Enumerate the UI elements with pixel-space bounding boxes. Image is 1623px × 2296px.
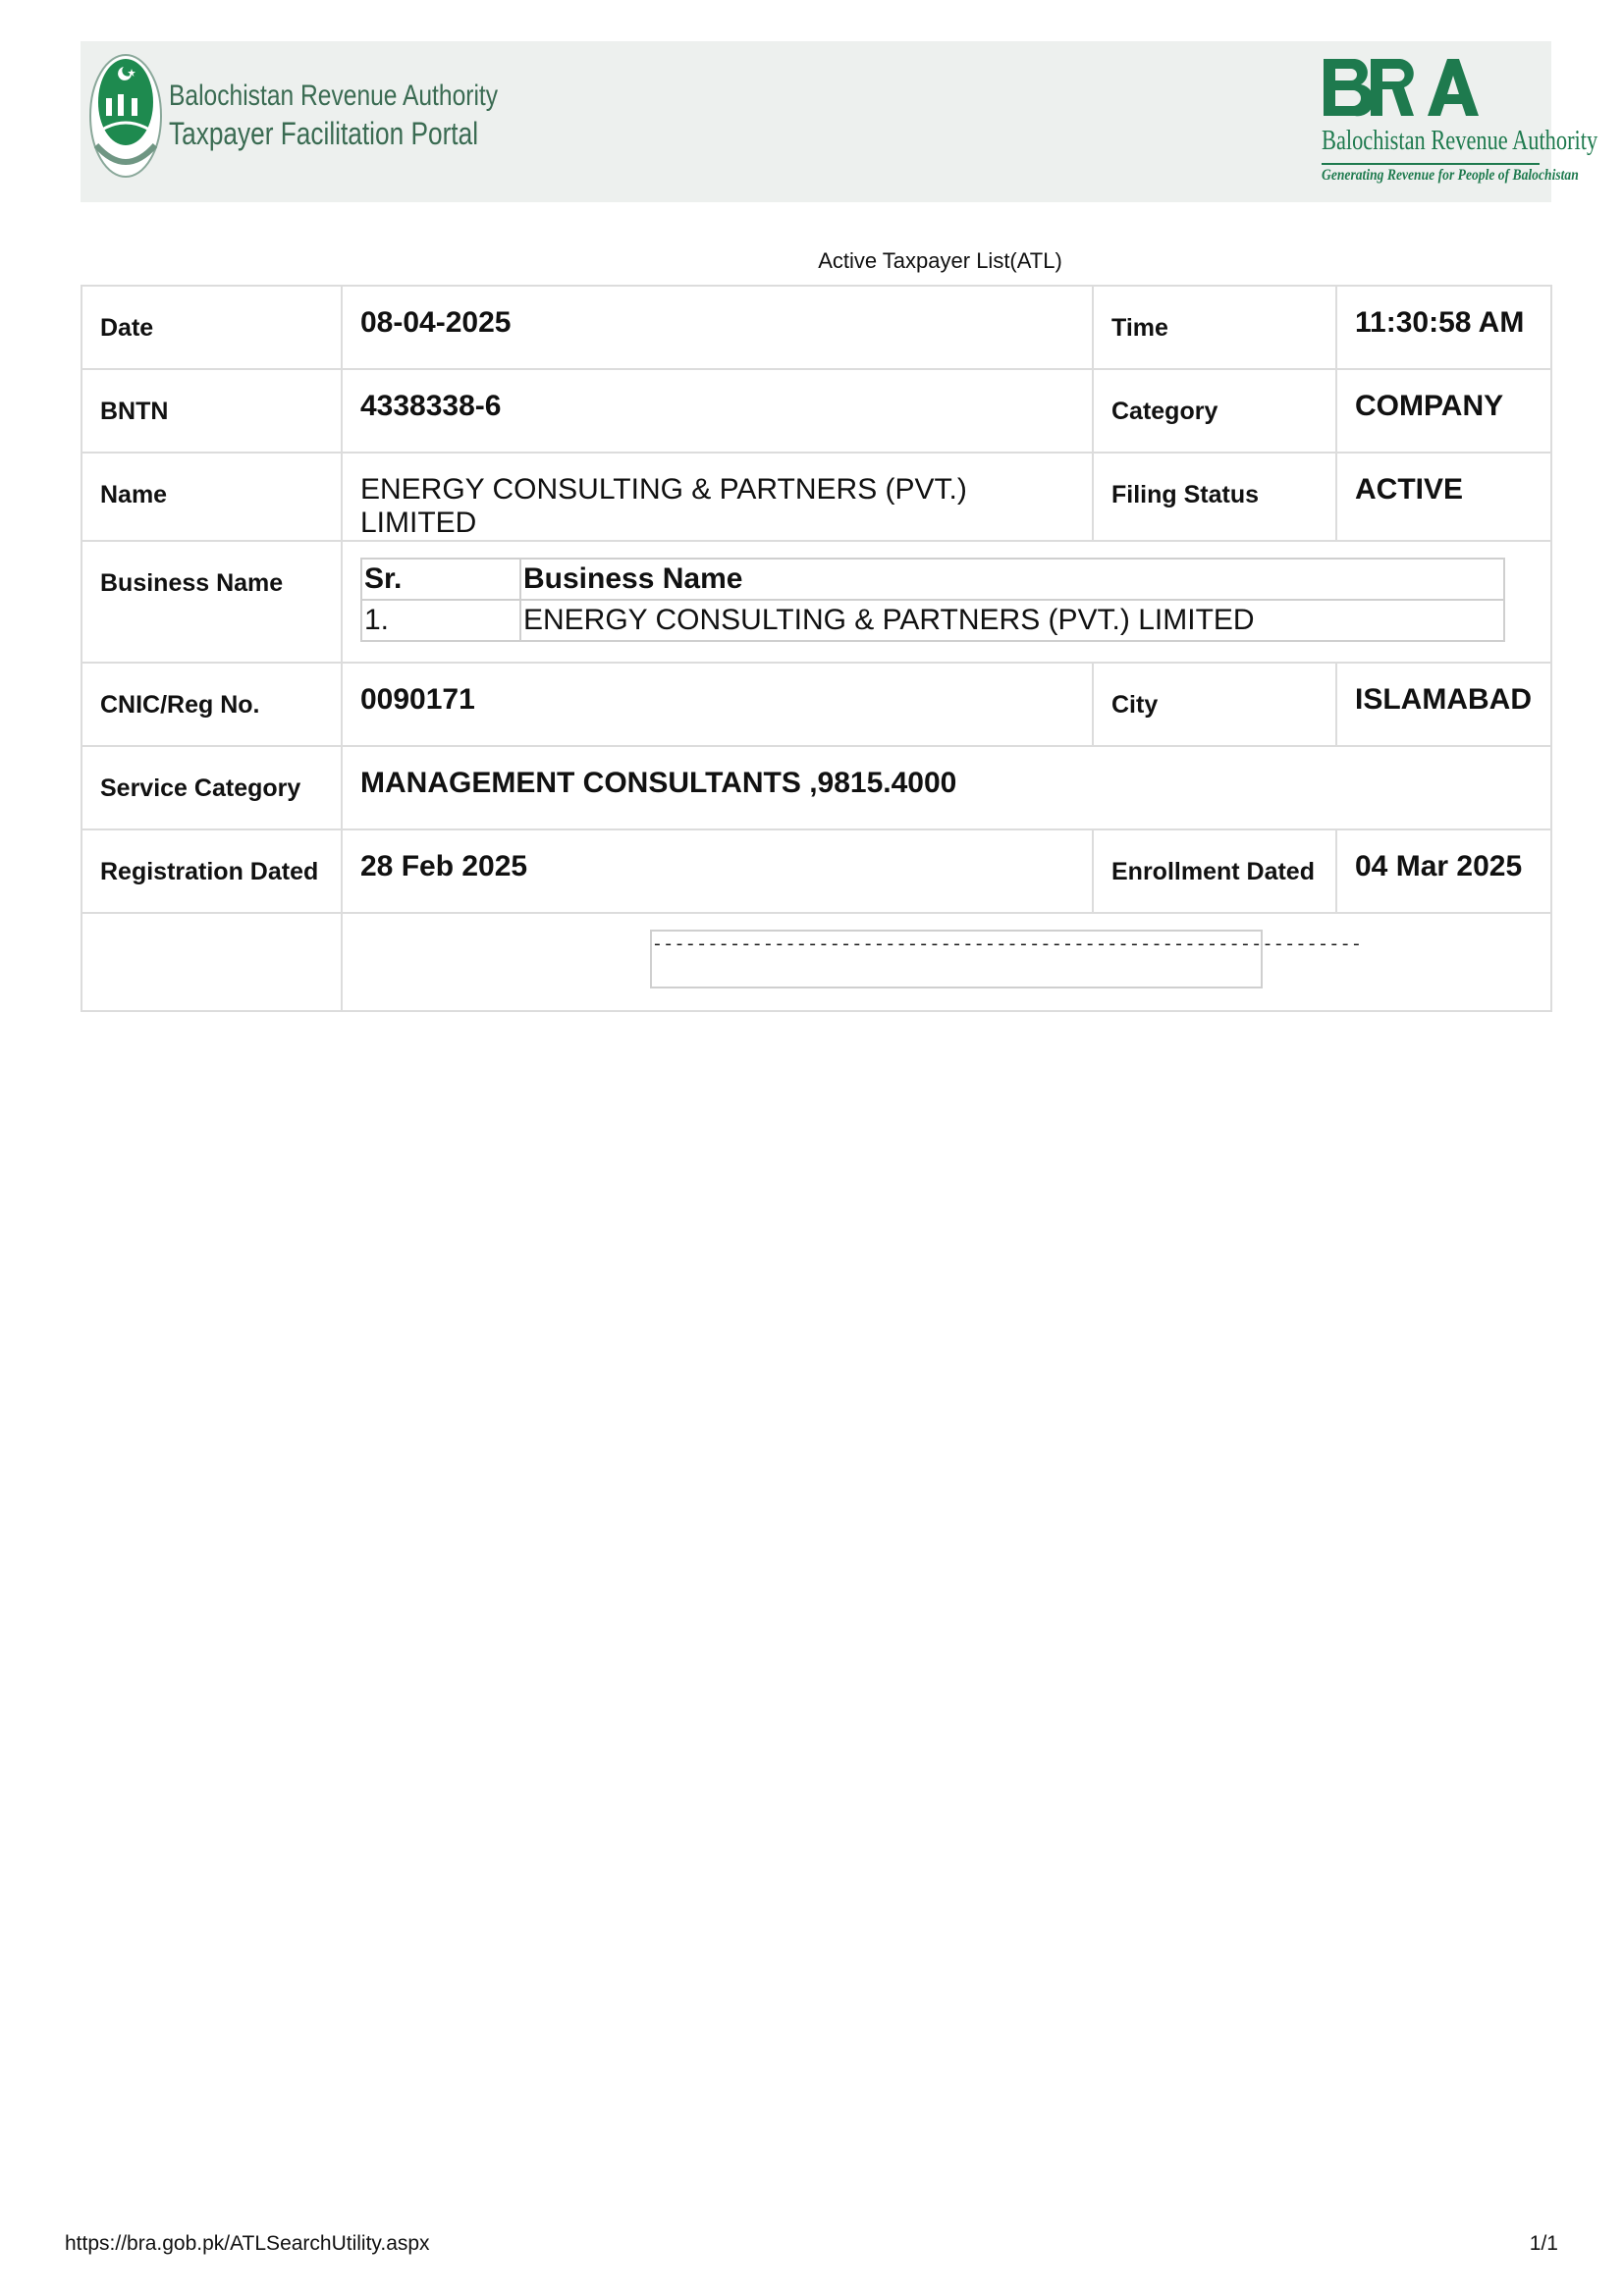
- business-name-label: Business Name: [81, 541, 342, 663]
- registration-value: 28 Feb 2025: [342, 829, 1093, 913]
- sr-cell: 1.: [361, 600, 520, 641]
- row-signature: [81, 913, 1551, 1011]
- enrollment-label: Enrollment Dated: [1093, 829, 1336, 913]
- bntn-value: 4338338-6: [342, 369, 1093, 453]
- sr-header: Sr.: [361, 559, 520, 600]
- balochistan-seal-icon: [88, 51, 167, 181]
- business-name-cell: [342, 541, 1551, 663]
- atl-record-table: [81, 285, 1552, 1012]
- business-name-header: Business Name: [520, 559, 1504, 600]
- footer-url: https://bra.gob.pk/ATLSearchUtility.aspx: [65, 2232, 430, 2255]
- category-value: COMPANY: [1336, 369, 1551, 453]
- portal-title-line1: Balochistan Revenue Authority: [169, 80, 499, 112]
- cnic-value: 0090171: [342, 663, 1093, 746]
- signature-cell: [342, 913, 1551, 1011]
- business-table-header: [361, 559, 1504, 600]
- row-business-name: [81, 541, 1551, 663]
- bra-logo-name: Balochistan Revenue Authority: [1322, 126, 1598, 156]
- name-label: Name: [81, 453, 342, 541]
- cnic-label: CNIC/Reg No.: [81, 663, 342, 746]
- bra-logo-mark-icon: [1322, 53, 1479, 124]
- header-banner: [81, 41, 1598, 202]
- signature-box: ----------------------------------------------------------------: [650, 930, 1263, 988]
- date-label: Date: [81, 286, 342, 369]
- bra-logo-tagline: Generating Revenue for People of Balochistan: [1322, 167, 1579, 184]
- bntn-label: BNTN: [81, 369, 342, 453]
- name-value: ENERGY CONSULTING & PARTNERS (PVT.) LIMITED: [342, 453, 1093, 541]
- registration-label: Registration Dated: [81, 829, 342, 913]
- filing-status-label: Filing Status: [1093, 453, 1336, 541]
- business-name-cell-value: ENERGY CONSULTING & PARTNERS (PVT.) LIMITED: [520, 600, 1504, 641]
- signature-label-cell: [81, 913, 342, 1011]
- row-cnic-city: [81, 663, 1551, 746]
- enrollment-value: 04 Mar 2025: [1336, 829, 1551, 913]
- bra-logo: [1318, 53, 1598, 194]
- row-service-category: [81, 746, 1551, 829]
- city-value: ISLAMABAD: [1336, 663, 1551, 746]
- portal-title-line2: Taxpayer Facilitation Portal: [169, 116, 479, 151]
- city-label: City: [1093, 663, 1336, 746]
- business-name-table: [360, 558, 1505, 642]
- table-row: [361, 600, 1504, 641]
- category-label: Category: [1093, 369, 1336, 453]
- row-registration-enrollment: [81, 829, 1551, 913]
- row-date-time: [81, 286, 1551, 369]
- bra-logo-divider: [1322, 163, 1540, 165]
- date-value: 08-04-2025: [342, 286, 1093, 369]
- row-bntn-category: [81, 369, 1551, 453]
- service-category-label: Service Category: [81, 746, 342, 829]
- portal-title: [169, 79, 498, 153]
- filing-status-value: ACTIVE: [1336, 453, 1551, 541]
- footer-page-number: 1/1: [1529, 2232, 1558, 2255]
- time-value: 11:30:58 AM: [1336, 286, 1551, 369]
- time-label: Time: [1093, 286, 1336, 369]
- service-category-value: MANAGEMENT CONSULTANTS ,9815.4000: [342, 746, 1551, 829]
- row-name-filing: [81, 453, 1551, 541]
- document-title: Active Taxpayer List(ATL): [818, 248, 1062, 273]
